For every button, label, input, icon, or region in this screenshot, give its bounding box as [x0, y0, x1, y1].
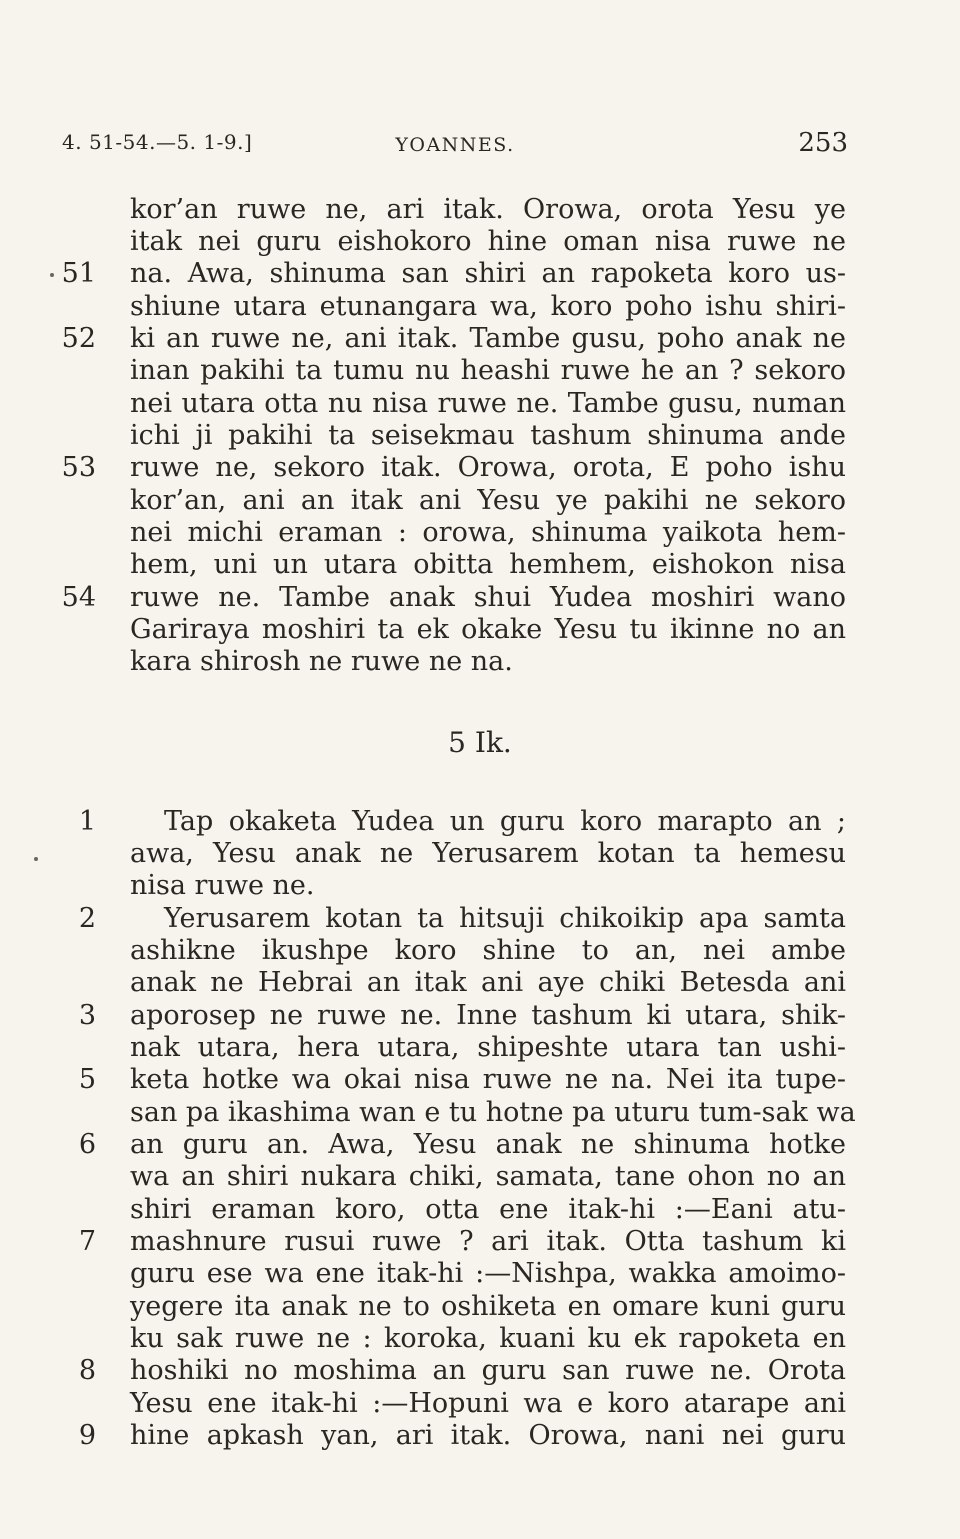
- book-title: YOANNES.: [395, 134, 515, 156]
- verse-number: 51: [61, 258, 96, 289]
- text-line: nisa ruwe ne.: [130, 870, 315, 901]
- text-line: san pa ikashima wan e tu hotne pa uturu tum-sak wa: [130, 1097, 856, 1128]
- text-line: nak utara, hera utara, shipeshte utara tan ushi-: [130, 1032, 846, 1063]
- text-line: Yerusarem kotan ta hitsuji chikoikip apa samta: [164, 903, 846, 934]
- text-line: shiune utara etunangara wa, koro poho ishu shiri-: [130, 291, 846, 322]
- text-line: an guru an. Awa, Yesu anak ne shinuma hotke: [130, 1129, 846, 1160]
- verse-number: 6: [78, 1129, 96, 1160]
- text-line: kor’an, ani an itak ani Yesu ye pakihi ne sekoro: [130, 485, 846, 516]
- verse-number: 54: [61, 582, 96, 613]
- text-line: awa, Yesu anak ne Yerusarem kotan ta hemesu: [130, 838, 846, 869]
- verse-number: 8: [78, 1355, 96, 1386]
- text-line: ruwe ne. Tambe anak shui Yudea moshiri wano: [130, 582, 846, 613]
- text-line: itak nei guru eishokoro hine oman nisa ruwe ne: [130, 226, 846, 257]
- verse-number: 7: [78, 1226, 96, 1257]
- text-line: ichi ji pakihi ta seisekmau tashum shinuma ande: [130, 420, 846, 451]
- text-line: nei utara otta nu nisa ruwe ne. Tambe gusu, numan: [130, 388, 846, 419]
- text-line: keta hotke wa okai nisa ruwe ne na. Nei ita tupe-: [130, 1064, 846, 1095]
- verse-number: 9: [78, 1420, 96, 1451]
- chapter-verse-reference: 4. 51-54.—5. 1-9.]: [62, 130, 253, 154]
- text-line: mashnure rusui ruwe ? ari itak. Otta tashum ki: [130, 1226, 846, 1257]
- text-line: na. Awa, shinuma san shiri an rapoketa koro us-: [130, 258, 846, 289]
- text-line: nei michi eraman : orowa, shinuma yaikota hem-: [130, 517, 846, 548]
- verse-number: 2: [78, 903, 96, 934]
- chapter-heading: 5 Ik.: [448, 726, 512, 759]
- verse-number: 3: [78, 1000, 96, 1031]
- verse-number: 5: [78, 1064, 96, 1095]
- text-line: ruwe ne, sekoro itak. Orowa, orota, E poho ishu: [130, 452, 846, 483]
- text-line: kor’an ruwe ne, ari itak. Orowa, orota Yesu ye: [130, 194, 846, 225]
- text-line: guru ese wa ene itak-hi :—Nishpa, wakka amoimo-: [130, 1258, 846, 1289]
- text-line: inan pakihi ta tumu nu heashi ruwe he an ? sekoro: [130, 355, 846, 386]
- verse-number: 1: [78, 806, 96, 837]
- text-line: ku sak ruwe ne : koroka, kuani ku ek rapoketa en: [130, 1323, 846, 1354]
- text-line: Gariraya moshiri ta ek okake Yesu tu ikinne no an: [130, 614, 846, 645]
- text-line: Tap okaketa Yudea un guru koro marapto an ;: [164, 806, 846, 837]
- verse-number: 53: [61, 452, 96, 483]
- text-line: hoshiki no moshima an guru san ruwe ne. Orota: [130, 1355, 846, 1386]
- text-line: kara shirosh ne ruwe ne na.: [130, 646, 513, 677]
- margin-speck: [50, 273, 54, 277]
- text-line: hine apkash yan, ari itak. Orowa, nani nei guru: [130, 1420, 846, 1451]
- margin-speck: [34, 857, 38, 861]
- text-line: yegere ita anak ne to oshiketa en omare kuni guru: [130, 1291, 846, 1322]
- text-line: shiri eraman koro, otta ene itak-hi :—Eani atu-: [130, 1194, 846, 1225]
- running-header: [62, 128, 848, 168]
- text-line: Yesu ene itak-hi :—Hopuni wa e koro atarape ani: [130, 1388, 846, 1419]
- text-line: wa an shiri nukara chiki, samata, tane ohon no an: [130, 1161, 846, 1192]
- text-line: hem, uni un utara obitta hemhem, eishokon nisa: [130, 549, 846, 580]
- text-line: ki an ruwe ne, ani itak. Tambe gusu, poho anak ne: [130, 323, 846, 354]
- text-line: ashikne ikushpe koro shine to an, nei ambe: [130, 935, 846, 966]
- text-line: anak ne Hebrai an itak ani aye chiki Betesda ani: [130, 967, 846, 998]
- verse-number: 52: [61, 323, 96, 354]
- page-number: 253: [798, 128, 848, 158]
- text-line: aporosep ne ruwe ne. Inne tashum ki utara, shik-: [130, 1000, 846, 1031]
